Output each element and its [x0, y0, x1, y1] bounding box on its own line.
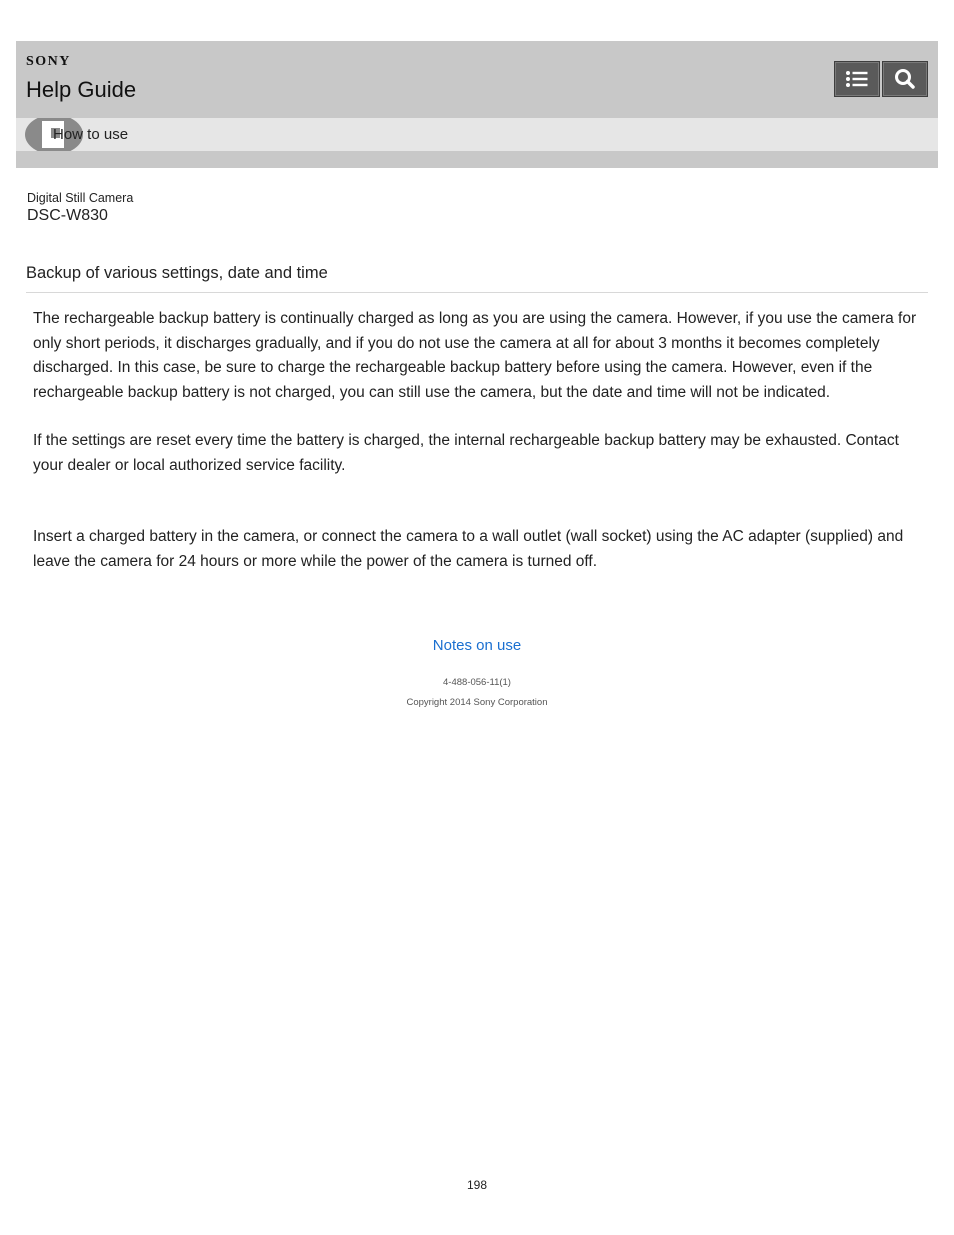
page-number: 198 [466, 1178, 488, 1192]
notes-on-use-link[interactable]: Notes on use [432, 637, 522, 654]
search-icon [883, 62, 927, 96]
document-number: 4-488-056-11(1) [443, 677, 511, 688]
paragraph-charging-instructions: Insert a charged battery in the camera, or connect the camera to a wall outlet (wall socket) using the AC adapter (supplied) and leave the camera for 24 hours or more while the power of the camera is turned off. [33, 528, 904, 570]
help-guide-title: Help Guide [26, 77, 137, 102]
product-type: Digital Still Camera [27, 191, 134, 205]
list-icon [835, 62, 879, 96]
table-of-contents-button[interactable] [834, 61, 880, 97]
copyright: Copyright 2014 Sony Corporation [406, 697, 548, 708]
header [16, 41, 938, 168]
page-title: Backup of various settings, date and time [26, 264, 328, 282]
brand-logo: SONY [26, 54, 71, 69]
product-model: DSC-W830 [27, 207, 108, 224]
paragraph-settings-reset: If the settings are reset every time the battery is charged, the internal rechargeable backup battery may be exhausted. Contact your dealer or local authorized service facility. [33, 432, 899, 474]
search-button[interactable] [882, 61, 928, 97]
breadcrumb [16, 118, 938, 151]
paragraph-backup-battery: The rechargeable backup battery is continually charged as long as you are using the camera. However, if you use the camera for only short periods, it discharges gradually, and if you do not use the camera at all for about 3 months it becomes completely discharged. In this case, be sure to charge the rechargeable backup battery before using the camera. However, even if the rechargeable backup battery is not charged, you can still use the camera, but the date and time will not be indicated. [33, 310, 917, 401]
breadcrumb-how-to-use[interactable]: How to use [53, 126, 129, 143]
title-divider [26, 292, 928, 293]
